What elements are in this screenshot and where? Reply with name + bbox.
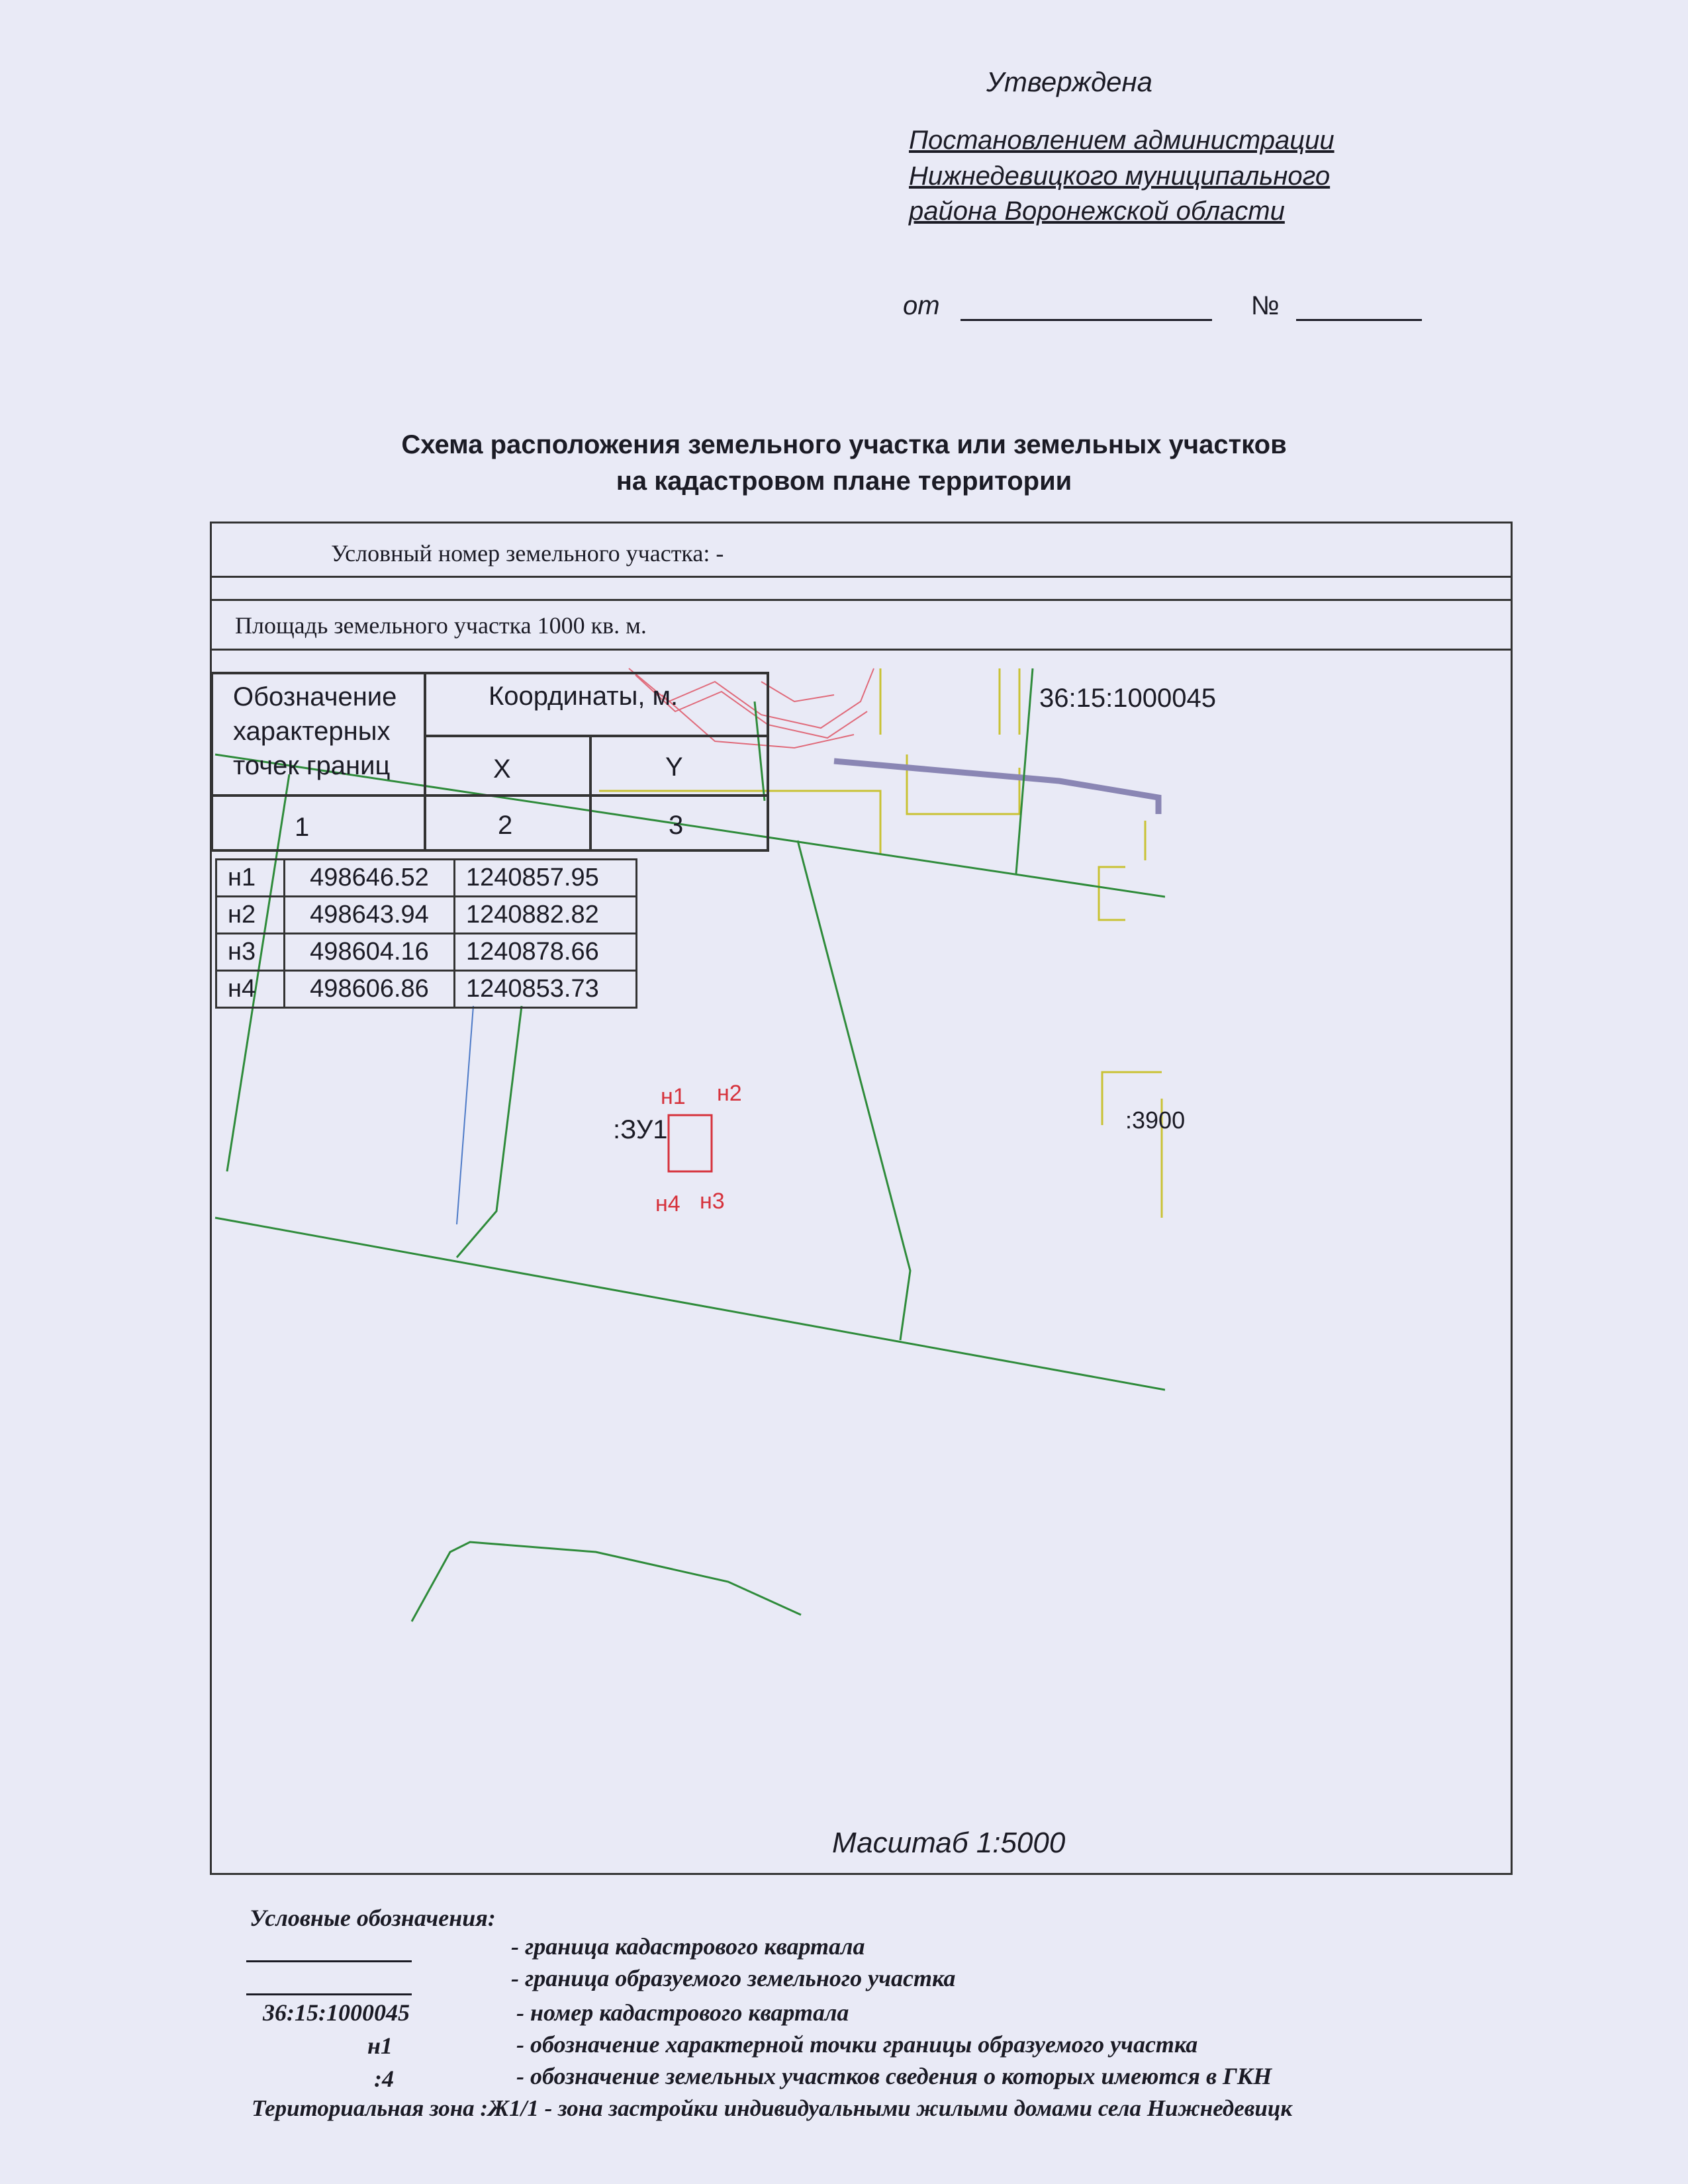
col-number-1: 1 <box>295 813 310 842</box>
road <box>834 761 1158 814</box>
point-label-n1: н1 <box>661 1084 686 1109</box>
approval-line-1: Постановлением администрации <box>909 126 1335 155</box>
designation-header: Обозначение характерных точек границ <box>233 682 397 780</box>
frame-divider-3 <box>210 649 1513 651</box>
table-row: н2 498643.94 1240882.82 <box>216 897 637 934</box>
header-hline-2 <box>211 794 769 797</box>
coords-table <box>215 858 637 1009</box>
scheme-title-1: Схема расположения земельного участка или земельных участков <box>401 430 1287 459</box>
legend-symbol-parcel-line <box>246 1993 412 1995</box>
point-label-n3: н3 <box>700 1189 725 1214</box>
approval-line-2: Нижнедевицкого муниципального <box>909 161 1331 191</box>
table-row: н4 498606.86 1240853.73 <box>216 971 637 1008</box>
legend-symbol-5: :4 <box>374 2066 394 2092</box>
number-label: № <box>1250 291 1280 320</box>
legend-symbol-4: н1 <box>367 2032 393 2059</box>
approval-line-3: района Воронежской области <box>909 197 1285 226</box>
date-blank <box>961 319 1212 321</box>
table-row: н3 498604.16 1240878.66 <box>216 934 637 971</box>
header-hline-1 <box>424 735 769 737</box>
header-vline-1 <box>424 672 426 852</box>
legend-symbol-3: 36:15:1000045 <box>263 1999 410 2026</box>
col-number-2: 2 <box>498 811 513 840</box>
col-number-3: 3 <box>669 811 684 840</box>
quarter-number-label: 36:15:1000045 <box>1039 684 1216 713</box>
territorial-zone: Териториальная зона :Ж1/1 - зона застройки индивидуальными жилыми домами села Нижнедевицк <box>252 2095 1293 2121</box>
legend-text-5: - обозначение земельных участков сведения о которых имеются в ГКН <box>516 2063 1272 2089</box>
legend-text-3: - номер кадастрового квартала <box>516 1999 849 2026</box>
date-number-line <box>903 291 1422 321</box>
conditional-number: Условный номер земельного участка: - <box>331 540 724 567</box>
parcel-area: Площадь земельного участка 1000 кв. м. <box>235 612 647 639</box>
blue-boundary <box>457 1006 473 1224</box>
parcel-label: :ЗУ1 <box>613 1115 668 1144</box>
legend-text-2: - граница образуемого земельного участка <box>511 1965 956 1991</box>
date-label: от <box>903 291 940 320</box>
parcel-zu1 <box>669 1115 712 1171</box>
number-blank <box>1296 319 1422 321</box>
approved-title: Утверждена <box>986 66 1153 97</box>
table-row: н1 498646.52 1240857.95 <box>216 860 637 897</box>
legend-title: Условные обозначения: <box>250 1905 496 1931</box>
coords-header: Координаты, м. <box>489 682 679 711</box>
point-label-n4: н4 <box>655 1191 680 1216</box>
neighbor-label: :3900 <box>1125 1107 1186 1134</box>
map-scale: Масштаб 1:5000 <box>832 1827 1066 1859</box>
legend-symbol-quarter-line <box>246 1960 412 1962</box>
scheme-title-2: на кадастровом плане территории <box>616 467 1072 496</box>
legend-text-4: - обозначение характерной точки границы образуемого участка <box>516 2031 1198 2058</box>
frame-divider-2 <box>210 599 1513 601</box>
frame-divider-1 <box>210 576 1513 578</box>
point-label-n2: н2 <box>717 1081 742 1106</box>
x-header: X <box>493 754 511 784</box>
y-header: Y <box>665 752 683 782</box>
header-vline-2 <box>589 735 592 852</box>
legend-text-1: - граница кадастрового квартала <box>511 1933 865 1960</box>
